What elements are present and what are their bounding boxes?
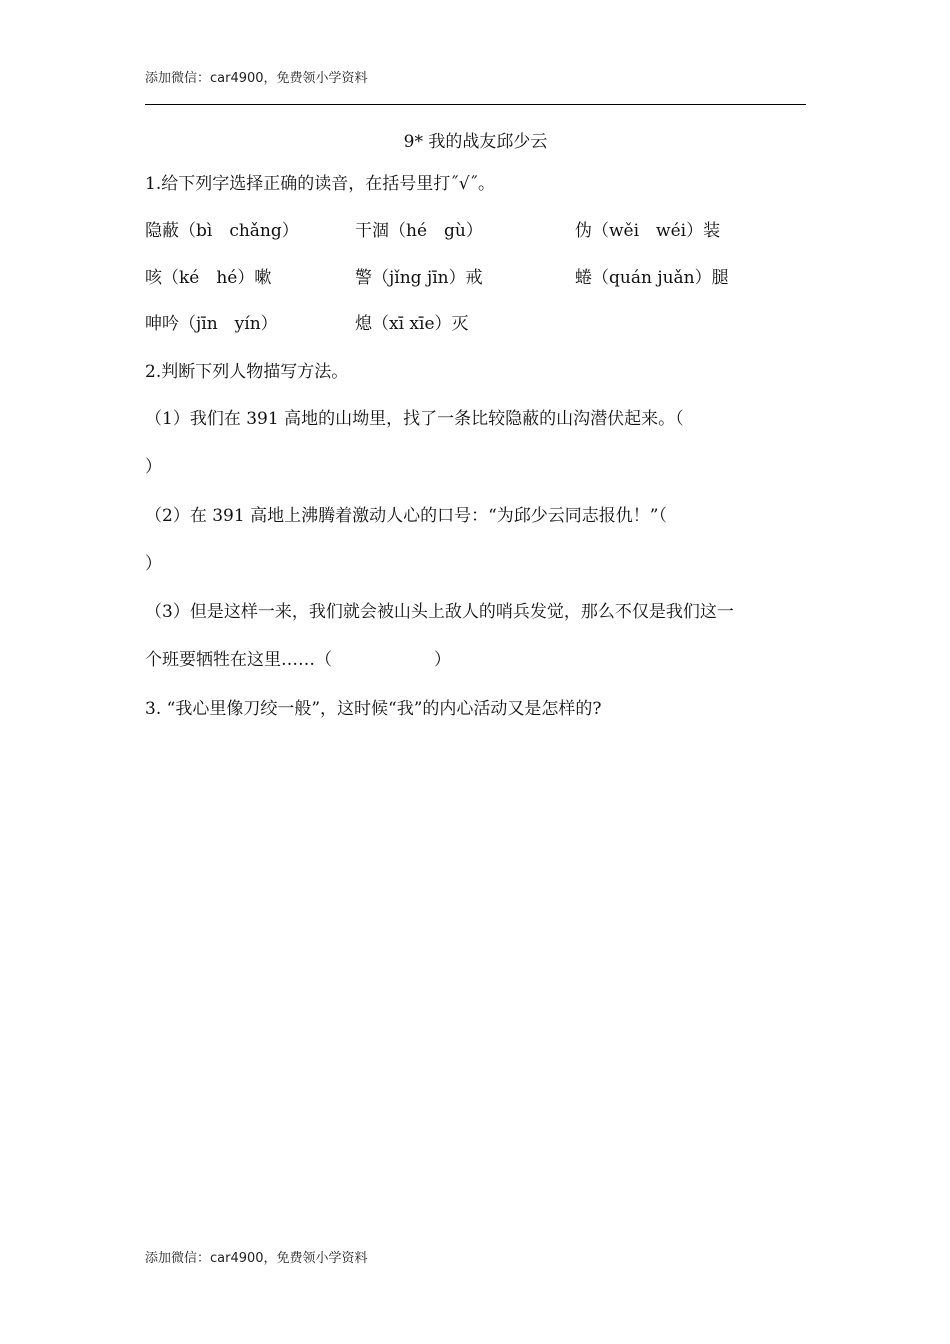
- q2-item-line: （3）但是这样一来，我们就会被山头上敌人的哨兵发觉，那么不仅是我们这一: [145, 602, 734, 622]
- header-rule: [145, 104, 806, 105]
- q2-item-line: 个班要牺牲在这里……（ ）: [145, 650, 451, 670]
- q2-prompt: 2.判断下列人物描写方法。: [145, 362, 349, 382]
- q3-prompt: 3. “我心里像刀绞一般”，这时候“我”的内心活动又是怎样的?: [145, 699, 602, 719]
- q2-item-line: （1）我们在 391 高地的山坳里，找了一条比较隐蔽的山沟潜伏起来。（: [145, 409, 684, 429]
- q1-item: 伪（wěi wéi）装: [575, 221, 721, 241]
- q1-prompt: 1.给下列字选择正确的读音，在括号里打˝√˝。: [145, 174, 496, 194]
- q1-item: 熄（xī xīe）灭: [355, 314, 469, 334]
- page-header: 添加微信：car4900，免费领小学资料: [145, 71, 368, 86]
- q1-item: 干涸（hé gù）: [355, 221, 483, 241]
- q1-item: 隐蔽（bì chǎng）: [145, 221, 299, 241]
- q2-item-line: ）: [145, 554, 162, 574]
- q2-item-line: （2）在 391 高地上沸腾着激动人心的口号：“为邱少云同志报仇！”（: [145, 506, 667, 526]
- q1-item: 警（jǐng jīn）戒: [355, 268, 483, 288]
- q1-item: 蜷（quán juǎn）腿: [575, 268, 729, 288]
- page-footer: 添加微信：car4900，免费领小学资料: [145, 1251, 368, 1266]
- q1-item: 咳（ké hé）嗽: [145, 268, 272, 288]
- page-title: 9* 我的战友邱少云: [403, 132, 548, 152]
- q2-item-line: ）: [145, 457, 162, 477]
- q1-item: 呻吟（jīn yín）: [145, 314, 278, 334]
